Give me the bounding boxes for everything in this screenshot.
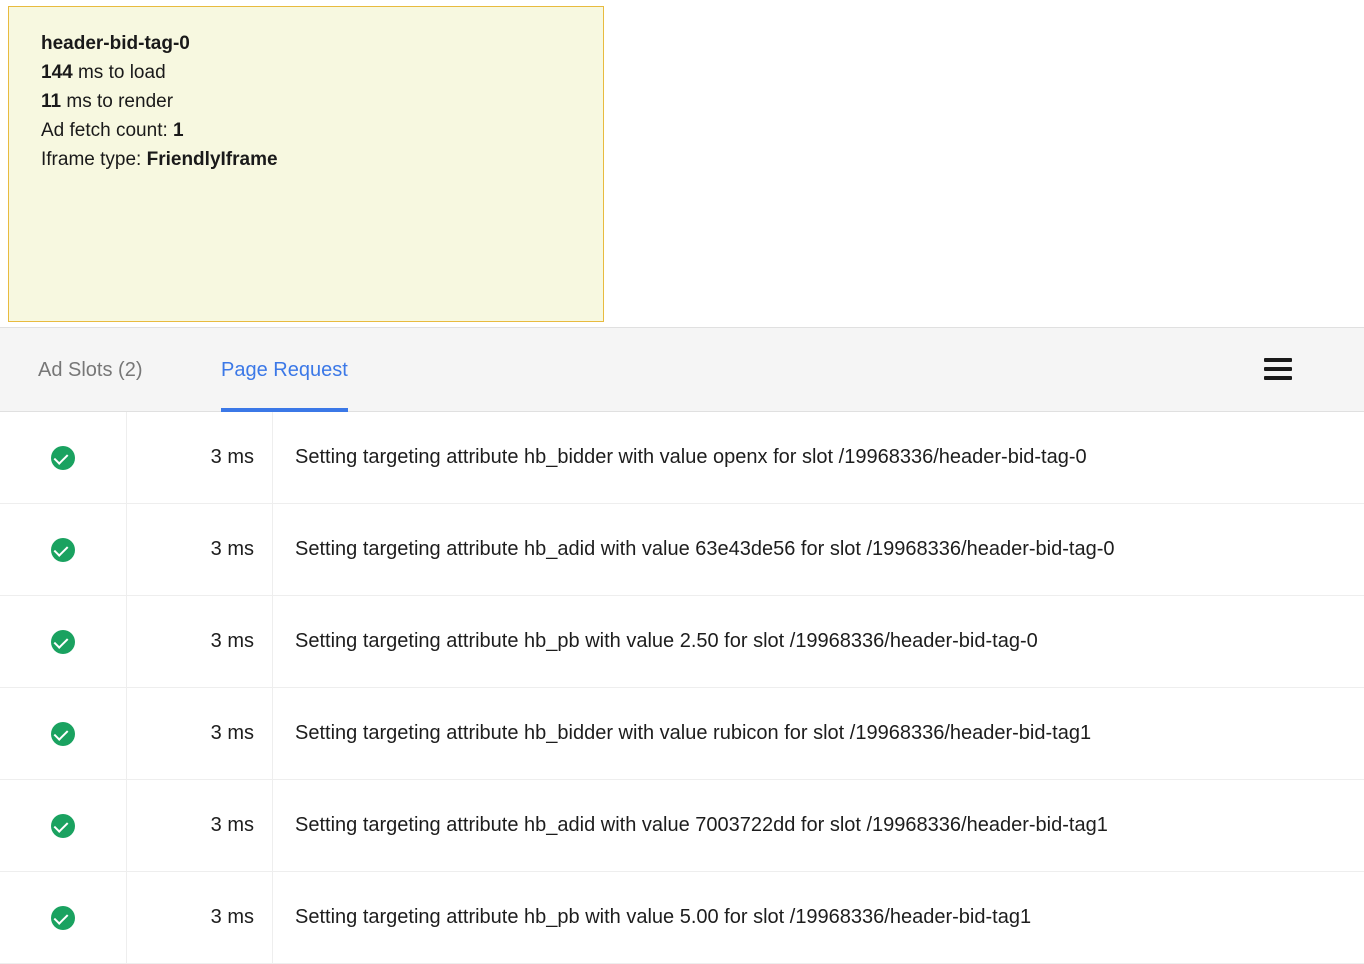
- row-message-cell: Setting targeting attribute hb_bidder with value rubicon for slot /19968336/header-bid-tag1: [273, 688, 1364, 780]
- success-check-icon: [51, 722, 75, 746]
- tab-page-request[interactable]: Page Request: [221, 328, 348, 412]
- tab-bar: [0, 327, 1364, 412]
- success-check-icon: [51, 538, 75, 562]
- info-card-render-time: 11 ms to render: [41, 91, 174, 112]
- table-row[interactable]: [0, 504, 1364, 596]
- table-row[interactable]: [0, 688, 1364, 780]
- row-message-cell: Setting targeting attribute hb_pb with value 5.00 for slot /19968336/header-bid-tag1: [273, 872, 1364, 964]
- row-time-cell: 3 ms: [127, 596, 273, 688]
- row-message-cell: Setting targeting attribute hb_bidder with value openx for slot /19968336/header-bid-tag-0: [273, 412, 1364, 504]
- info-card-iframe-type: Iframe type: FriendlyIframe: [41, 149, 278, 170]
- info-card-load-time: 144 ms to load: [41, 62, 166, 83]
- row-time-cell: 3 ms: [127, 688, 273, 780]
- page-request-log-table: [0, 412, 1364, 964]
- row-time-cell: 3 ms: [127, 780, 273, 872]
- row-message-cell: Setting targeting attribute hb_adid with value 7003722dd for slot /19968336/header-bid-tag1: [273, 780, 1364, 872]
- success-check-icon: [51, 906, 75, 930]
- row-status-cell: [0, 596, 127, 688]
- success-check-icon: [51, 814, 75, 838]
- log-table-body: [0, 412, 1364, 964]
- info-card-title: header-bid-tag-0: [41, 33, 190, 54]
- row-status-cell: [0, 504, 127, 596]
- row-message-cell: Setting targeting attribute hb_pb with value 2.50 for slot /19968336/header-bid-tag-0: [273, 596, 1364, 688]
- table-row[interactable]: [0, 780, 1364, 872]
- row-message-cell: Setting targeting attribute hb_adid with value 63e43de56 for slot /19968336/header-bid-tag-0: [273, 504, 1364, 596]
- success-check-icon: [51, 446, 75, 470]
- row-status-cell: [0, 872, 127, 964]
- row-status-cell: [0, 780, 127, 872]
- table-row[interactable]: [0, 596, 1364, 688]
- row-time-cell: 3 ms: [127, 504, 273, 596]
- row-status-cell: [0, 688, 127, 780]
- row-time-cell: 3 ms: [127, 872, 273, 964]
- table-row[interactable]: [0, 412, 1364, 504]
- table-row[interactable]: [0, 872, 1364, 964]
- hamburger-menu-icon[interactable]: [1264, 358, 1292, 382]
- ad-slot-info-card: [8, 6, 604, 322]
- row-time-cell: 3 ms: [127, 412, 273, 504]
- tab-ad-slots[interactable]: Ad Slots (2): [38, 359, 143, 381]
- info-card-fetch-count: Ad fetch count: 1: [41, 120, 184, 141]
- success-check-icon: [51, 630, 75, 654]
- row-status-cell: [0, 412, 127, 504]
